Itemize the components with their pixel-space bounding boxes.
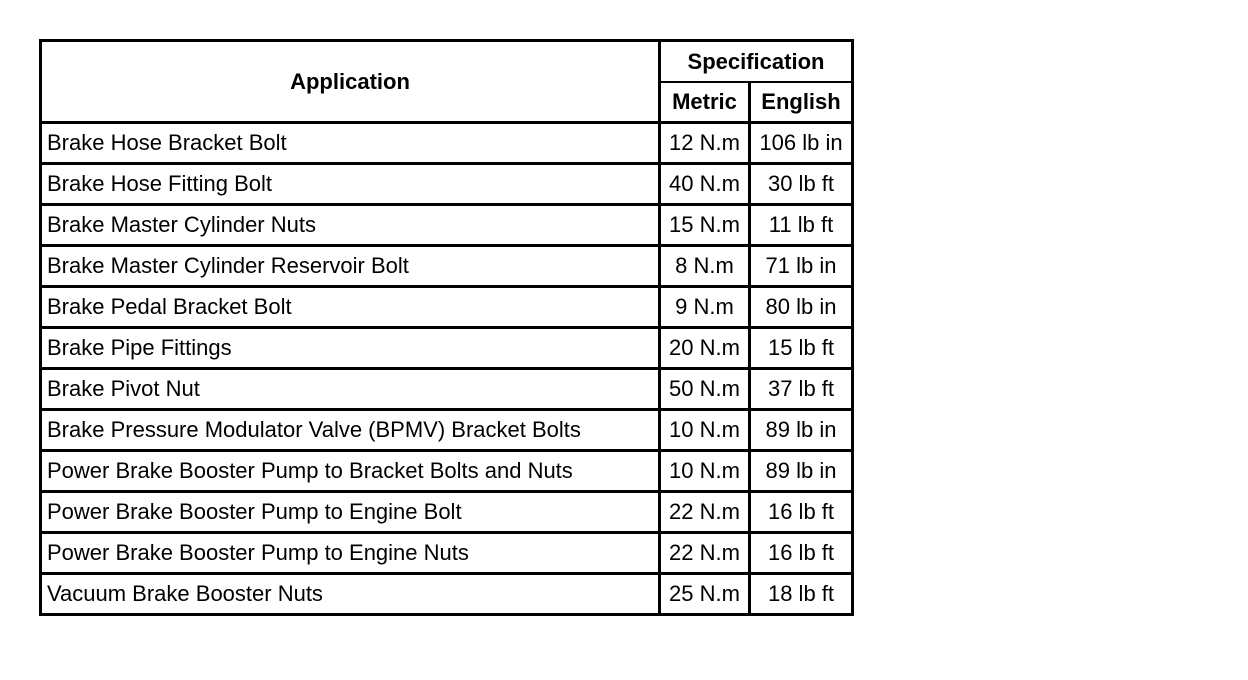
english-value-cell: 106 lb in	[759, 130, 843, 155]
english-value-cell: 30 lb ft	[750, 164, 853, 205]
metric-value-cell: 8 N.m	[660, 246, 750, 287]
english-value-cell: 71 lb in	[750, 246, 853, 287]
application-cell: Brake Master Cylinder Nuts	[41, 205, 660, 246]
english-value-cell: 15 lb ft	[750, 328, 853, 369]
application-cell: Brake Master Cylinder Reservoir Bolt	[41, 246, 660, 287]
table-row	[41, 205, 853, 246]
metric-value-cell: 40 N.m	[660, 164, 750, 205]
metric-value-cell: 9 N.m	[660, 287, 750, 328]
table-header	[41, 41, 853, 123]
table-row	[41, 533, 853, 574]
table-row	[41, 451, 853, 492]
table-row	[41, 287, 853, 328]
metric-value-cell: 10 N.m	[660, 410, 750, 451]
english-value-cell: 89 lb in	[750, 451, 853, 492]
application-column-header: Application	[41, 41, 660, 123]
metric-value-cell: 15 N.m	[660, 205, 750, 246]
english-value-cell: 16 lb ft	[750, 492, 853, 533]
english-value-cell: 16 lb ft	[750, 533, 853, 574]
table-row	[41, 123, 853, 164]
metric-column-header: Metric	[660, 82, 750, 123]
metric-value-cell: 20 N.m	[660, 328, 750, 369]
application-cell: Brake Pressure Modulator Valve (BPMV) Bracket Bolts	[41, 410, 660, 451]
application-cell: Brake Hose Bracket Bolt	[41, 123, 660, 164]
metric-value-cell: 50 N.m	[660, 369, 750, 410]
application-cell: Power Brake Booster Pump to Engine Bolt	[41, 492, 660, 533]
table-row	[41, 164, 853, 205]
specification-column-header: Specification	[660, 41, 853, 83]
table-row	[41, 574, 853, 615]
table-row	[41, 328, 853, 369]
metric-value-cell: 22 N.m	[660, 492, 750, 533]
metric-value-cell: 10 N.m	[660, 451, 750, 492]
metric-value-cell: 25 N.m	[660, 574, 750, 615]
fastener-torque-table	[39, 39, 854, 616]
application-cell: Brake Hose Fitting Bolt	[41, 164, 660, 205]
table-row	[41, 369, 853, 410]
english-value-cell: 37 lb ft	[750, 369, 853, 410]
table-row	[41, 410, 853, 451]
metric-value-cell: 12 N.m	[660, 123, 750, 164]
application-cell: Brake Pedal Bracket Bolt	[41, 287, 660, 328]
english-value-cell: 89 lb in	[750, 410, 853, 451]
application-cell: Power Brake Booster Pump to Bracket Bolts and Nuts	[41, 451, 660, 492]
table-body	[41, 123, 853, 615]
application-cell: Vacuum Brake Booster Nuts	[41, 574, 660, 615]
english-column-header: English	[750, 82, 853, 123]
application-cell: Brake Pipe Fittings	[41, 328, 660, 369]
table-row	[41, 246, 853, 287]
metric-value-cell: 22 N.m	[660, 533, 750, 574]
english-value-cell: 11 lb ft	[750, 205, 853, 246]
english-value-cell: 80 lb in	[750, 287, 853, 328]
table-row	[41, 492, 853, 533]
header-row-top	[41, 41, 853, 83]
application-cell: Brake Pivot Nut	[41, 369, 660, 410]
application-cell: Power Brake Booster Pump to Engine Nuts	[41, 533, 660, 574]
english-value-cell: 18 lb ft	[750, 574, 853, 615]
